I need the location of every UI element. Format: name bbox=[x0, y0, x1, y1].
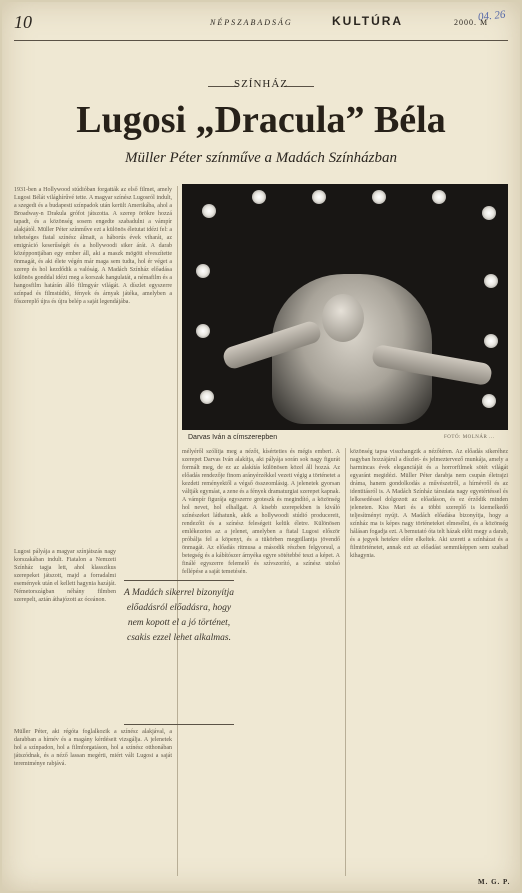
issue-date: 2000. M bbox=[454, 18, 489, 27]
stage-light-bulb bbox=[196, 264, 210, 278]
stage-light-bulb bbox=[432, 190, 446, 204]
photo-caption: Darvas Iván a címszerepben bbox=[188, 434, 278, 441]
stage-light-bulb bbox=[482, 206, 496, 220]
body-column-3: közönség tapsa visszhangzik a nézőtéren. Az előadás sikeréhez nagyban hozzájárul a díszlet- és jelmeztervező munkája, amely a harmincas évek eleganciáját és a horrorfilmek sötét világát egyaránt megidézi. Müller Péter darabja nem csupán életrajzi dráma, hanem gondolkodás a művészetről, a hírnévről és az identitásról is. A Madách Színház társulata nagy egyetértéssel és lelkesedéssel dolgozott az előadáson, és ez érződik minden jeleneten. Kiss Mari és a többi szereplő is kiemelkedő teljesítményt nyújt. A Madách előadása bizonyítja, hogy a színház ma is képes nagy történeteket elmesélni, és a közönség hálásan fogadja ezt. A bemutató óta telt házak előtt megy a darab, és a jegyek hetekre előre elkeltek. Aki szereti a színházat és a filmtörténetet, annak ezt az előadást semmiképpen sem szabad kihagynia. bbox=[350, 449, 508, 559]
stage-light-bulb bbox=[312, 190, 326, 204]
photo-credit: FOTÓ: MOLNÁR ... bbox=[444, 435, 495, 440]
stage-light-bulb bbox=[484, 334, 498, 348]
article-kicker: SZÍNHÁZ bbox=[233, 78, 289, 90]
article-headline: Lugosi „Dracula” Béla bbox=[76, 99, 446, 141]
stage-light-bulb bbox=[200, 390, 214, 404]
article-photo bbox=[182, 184, 508, 430]
stage-light-bulb bbox=[482, 394, 496, 408]
pull-quote: A Madách sikerrel bizonyítja előadásról előadásra, hogy nem kopott el a jó történet, csakis ezzel lehet alkalmas. bbox=[123, 588, 235, 643]
stage-light-bulb bbox=[252, 190, 266, 204]
pull-quote-rule-bottom bbox=[124, 724, 234, 725]
newspaper-name: NÉPSZABADSÁG bbox=[210, 18, 293, 27]
article-subheadline: Müller Péter színműve a Madách Színházban bbox=[124, 150, 398, 166]
stage-light-bulb bbox=[372, 190, 386, 204]
body-column-2: mélyéről szólítja meg a nézőt, kísérteties és mégis emberi. A szerepet Darvas Iván alakítja, aki pályája során sok nagy figurát formált meg, de ez az alakítás különösen közel áll hozzá. Az előadás rendezője finom arányérzékkel vezeti végig a történetet a kezdeti reményektől a végső összeomlásig. A jelenetek gyorsan váltják egymást, a zene és a fények dramaturgiai szerepet kapnak. A vámpír figurája egyszerre groteszk és megindító, a közönség hol nevet, hol elhallgat. A kisebb szerepekben is kiváló színészeket láthatunk, akik a hollywoodi stúdió producereit, rendezőit és a színész feleségeit keltik életre. Különösen emlékezetes az a jelenet, amelyben a fiatal Lugosi először próbálja fel a köpenyt, és a tükörben megpillantja jövendő önmagát. Az előadás ritmusa a második részben felgyorsul, a betegség és a kábítószer árnyéka egyre sötétebbé teszi a képet. A finálé egyszerre felemelő és szívszorító, a színész utolsó fellépése a saját temetésén. bbox=[182, 449, 340, 575]
section-name: KULTÚRA bbox=[332, 14, 404, 28]
body-column-1-narrow: Lugosi pályája a magyar színjátszás nagy korszakában indult. Fiatalon a Nemzeti Színház tagja lett, ahol klasszikus szerepeket játszott, majd a forradalmi események után el kellett hagynia hazáját. Németországban néhány filmben szerepelt, aztán áthajózott az óceánon. bbox=[14, 549, 116, 603]
page-number: 10 bbox=[14, 12, 32, 32]
column-separator bbox=[177, 186, 178, 876]
stage-light-bulb bbox=[196, 324, 210, 338]
page-header bbox=[2, 8, 520, 36]
handwritten-note: 04. 26 bbox=[477, 8, 507, 24]
newspaper-page bbox=[2, 2, 520, 891]
pull-quote-rule-top bbox=[124, 580, 234, 581]
stage-light-bulb bbox=[484, 274, 498, 288]
actor-head bbox=[322, 294, 364, 342]
header-rule bbox=[14, 40, 508, 41]
column-separator bbox=[345, 448, 346, 876]
body-column-1-top: 1931-ben a Hollywood stúdióban forgatták az első filmet, amely Lugosi Bélát világhírűvé tette. A magyar színész Lugosról indult, a szegedi és a budapesti színpadok után került Amerikába, ahol a Broadway-n Drakula grófot játszotta. A szerep örökre hozzá tapadt, és a közönség sosem engedte szabadulni a vámpír alakjától. Müller Péter színműve ezt a különös életutat idézi fel: a tehetséges fiatal színész álmait, a háborús évek viharát, az emigráció keserűségét és a hollywoodi siker árát. A darab középpontjában egy ember áll, aki a maszk mögött elveszítette önmagát, és aki élete végén már maga sem tudta, hol ér véget a szerep és hol kezdődik a valóság. A Madách Színház előadása különös gonddal idézi meg a korszak hangulatát, a némafilm és a hangosfilm határán álló filmgyár világát. A díszlet egyszerre színpad és filmstúdió, fények és árnyak játéka, amelyben a főszereplő újra és újra belép a saját legendájába. bbox=[14, 187, 172, 305]
author-signature: M. G. P. bbox=[478, 878, 511, 886]
body-column-1-bottom: Müller Péter, aki régóta foglalkozik a színész alakjával, a darabban a hírnév és a magány kérdéseit vizsgálja. A jelenetek hol a színpadon, hol a filmforgatáson, hol a színész otthonában játszódnak, és a néző lassan megérti, miért vált Lugosi a saját teremtménye rabjává. bbox=[14, 729, 172, 767]
stage-light-bulb bbox=[202, 204, 216, 218]
